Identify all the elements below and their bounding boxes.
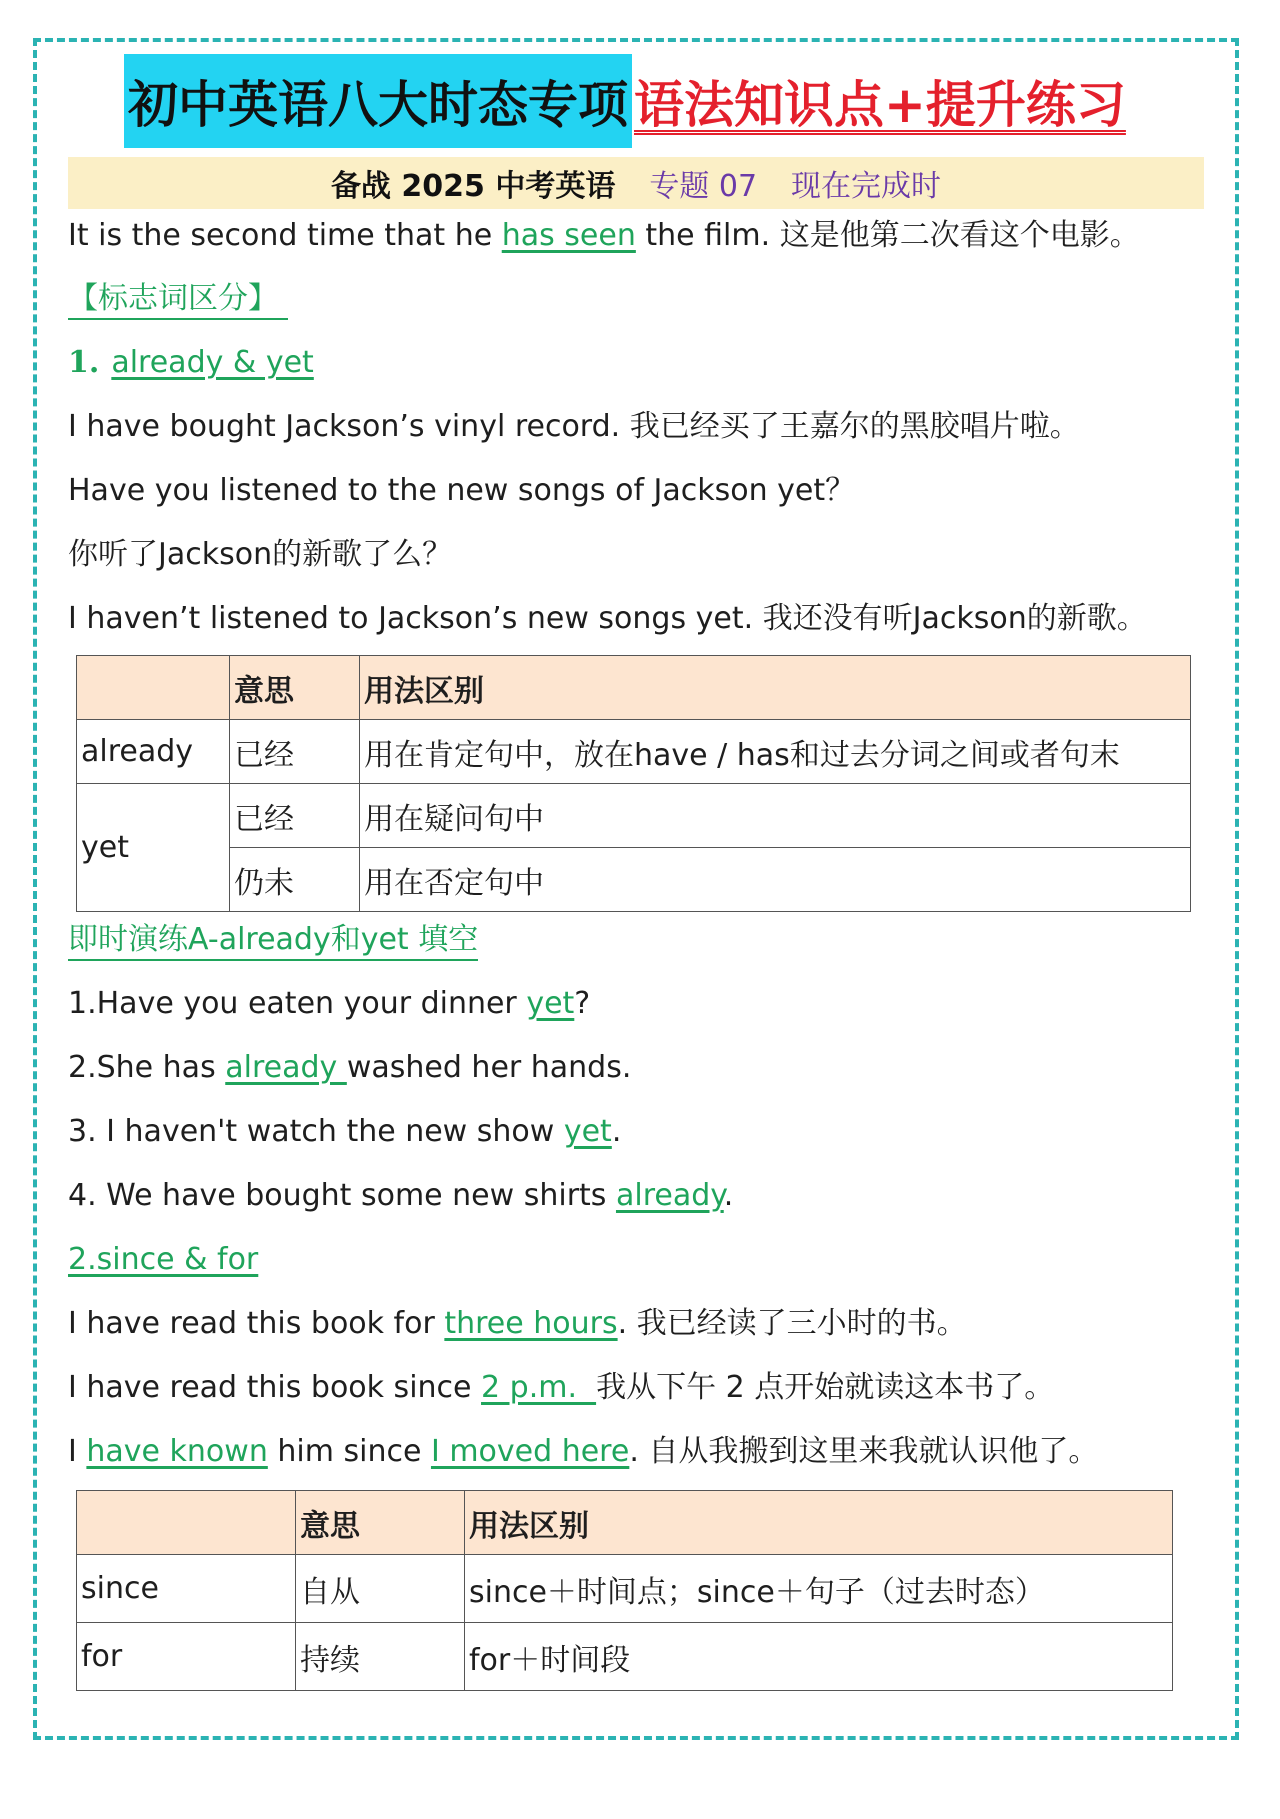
section-tag: 【标志词区分】	[68, 279, 288, 319]
table-row	[77, 1623, 1173, 1691]
table-cell: already	[77, 720, 230, 784]
drill-answer: yet	[526, 986, 575, 1021]
drill-question: 2.She has already washed her hands.	[68, 1050, 632, 1085]
table-cell: 仍未	[230, 848, 360, 912]
example-line: I have bought Jackson’s vinyl record. 我已经买了王嘉尔的黑胶唱片啦。	[68, 409, 1080, 444]
drill-question: 4. We have bought some new shirts already.	[68, 1178, 734, 1213]
table-header-cell: 意思	[230, 656, 360, 720]
title-subtitle: 语法知识点+提升练习	[634, 76, 1126, 134]
example-line: I have read this book since 2 p.m. 我从下午 2 点开始就读这本书了。	[68, 1370, 1055, 1405]
table-header-row	[77, 1491, 1173, 1555]
example-line: 你听了Jackson的新歌了么？	[68, 537, 453, 572]
table-cell: yet	[77, 784, 230, 912]
banner-exam: 备战 2025 中考英语	[330, 169, 616, 204]
topic-banner	[68, 157, 1204, 209]
table-cell: for＋时间段	[465, 1623, 1173, 1691]
section2-heading: 2.since & for	[68, 1242, 259, 1277]
table-header-row	[77, 656, 1191, 720]
table-cell: 用在否定句中	[360, 848, 1191, 912]
drill-question: 1.Have you eaten your dinner yet?	[68, 986, 591, 1021]
already-yet-table	[76, 655, 1191, 912]
table-cell: 已经	[230, 784, 360, 848]
example-line: I have read this book for three hours. 我已经读了三小时的书。	[68, 1306, 967, 1341]
example-line: Have you listened to the new songs of Jackson yet？	[68, 473, 856, 508]
table-cell: since	[77, 1555, 296, 1623]
table-header-cell: 用法区别	[465, 1491, 1173, 1555]
table-header-cell	[77, 656, 230, 720]
drill-heading: 即时演练A-already和yet 填空	[68, 920, 478, 960]
drill-answer: already	[225, 1050, 347, 1085]
table-header-cell	[77, 1491, 296, 1555]
table-header-cell: 用法区别	[360, 656, 1191, 720]
page-title	[124, 54, 1126, 148]
intro-highlight: has seen	[501, 218, 636, 253]
title-highlight: 初中英语八大时态专项	[124, 54, 632, 148]
table-cell: 自从	[296, 1555, 465, 1623]
table-cell: 已经	[230, 720, 360, 784]
intro-post: the film. 这是他第二次看这个电影。	[635, 218, 1140, 253]
drill-question: 3. I haven't watch the new show yet.	[68, 1114, 622, 1149]
example-line: I haven’t listened to Jackson’s new songs yet. 我还没有听Jackson的新歌。	[68, 601, 1147, 636]
section1-number: 1.	[68, 345, 100, 380]
section1-title: already & yet	[111, 345, 314, 380]
table-cell: 用在疑问句中	[360, 784, 1191, 848]
table-row	[77, 720, 1191, 784]
banner-topic-number: 专题 07	[649, 169, 758, 204]
table-row	[77, 784, 1191, 848]
example-line: I have known him since I moved here. 自从我搬到这里来我就认识他了。	[68, 1434, 1099, 1469]
table-cell: 用在肯定句中，放在have / has和过去分词之间或者句末	[360, 720, 1191, 784]
table-header-cell: 意思	[296, 1491, 465, 1555]
section1-heading	[68, 343, 314, 383]
since-for-table	[76, 1490, 1173, 1691]
table-cell: 持续	[296, 1623, 465, 1691]
banner-topic-name: 现在完成时	[791, 169, 942, 204]
table-cell: since＋时间点；since＋句子（过去时态）	[465, 1555, 1173, 1623]
drill-answer: already	[615, 1178, 724, 1213]
drill-answer: yet	[563, 1114, 612, 1149]
table-row	[77, 848, 1191, 912]
table-cell: for	[77, 1623, 296, 1691]
intro-pre: It is the second time that he	[68, 218, 502, 253]
intro-sentence	[68, 216, 1140, 256]
table-row	[77, 1555, 1173, 1623]
